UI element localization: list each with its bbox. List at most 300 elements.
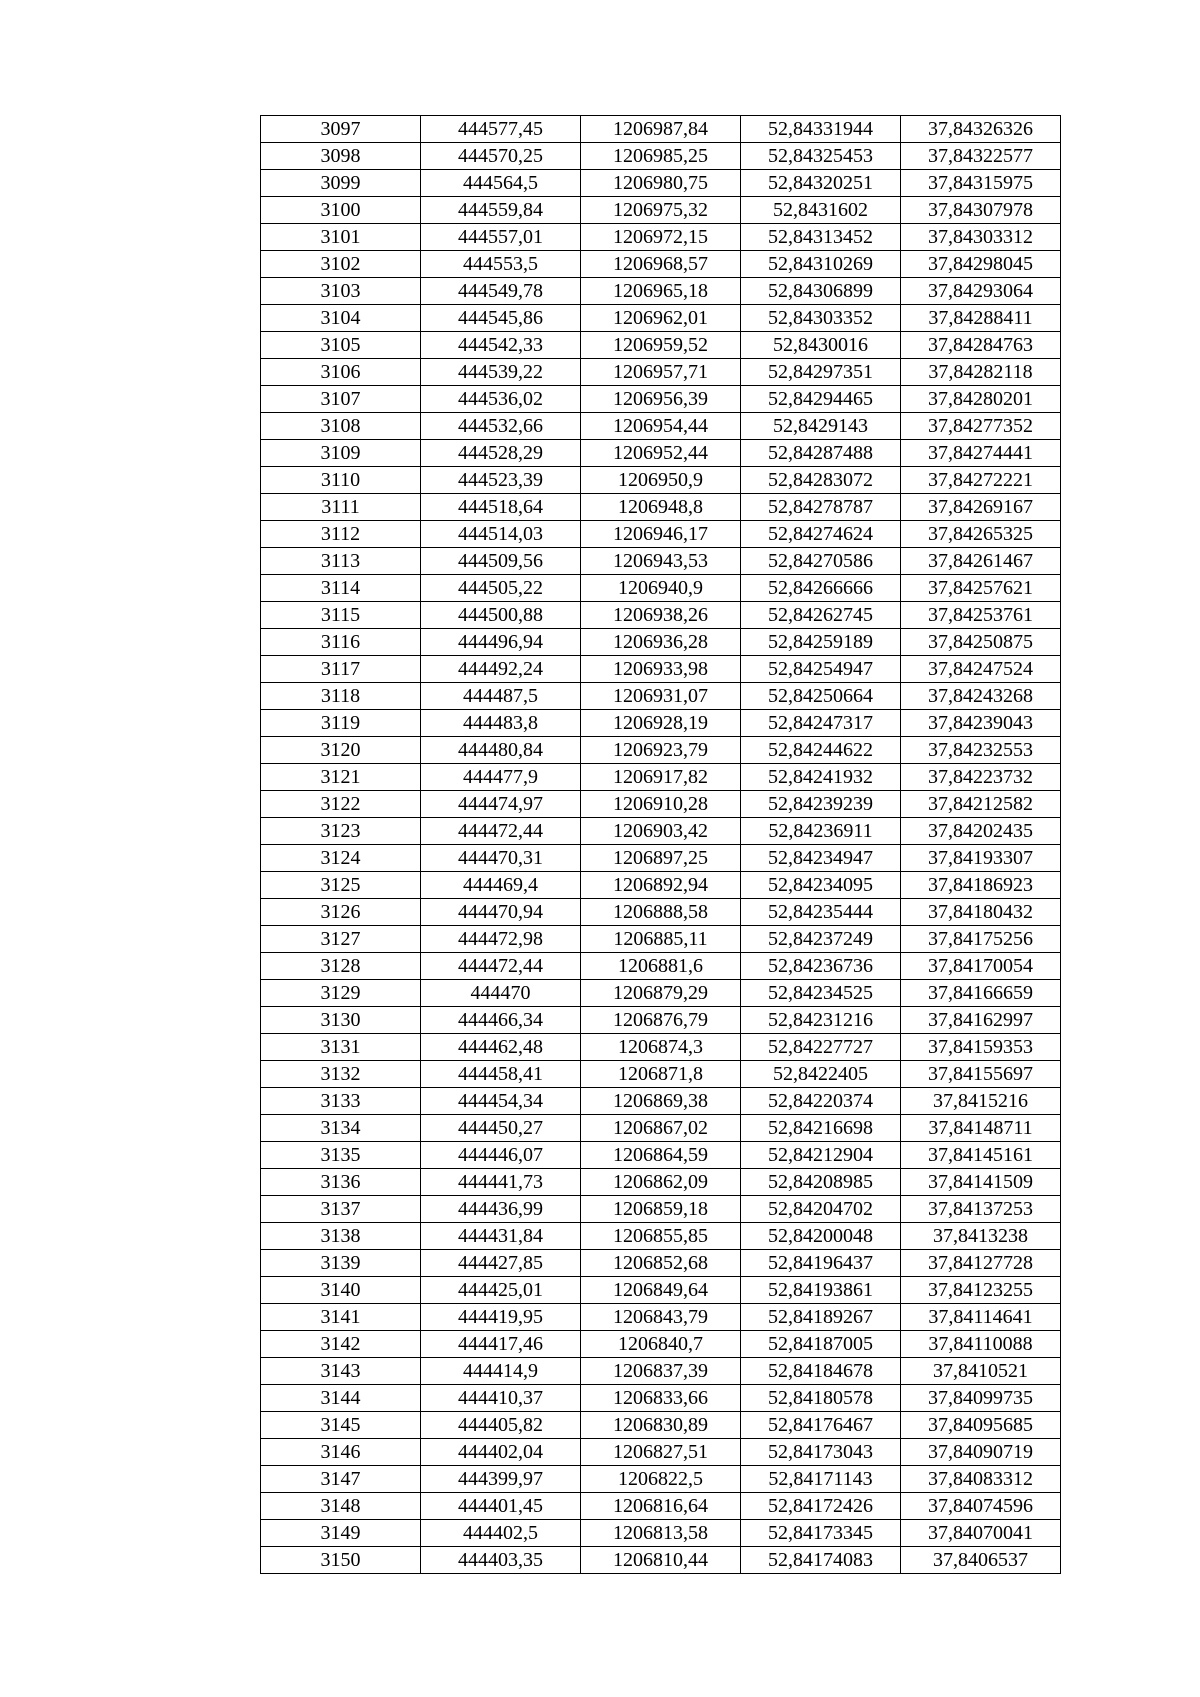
y-coordinate-cell: 1206962,01 (581, 305, 741, 332)
x-coordinate-cell: 444492,24 (421, 656, 581, 683)
table-row (261, 1385, 1061, 1412)
y-coordinate-cell: 1206869,38 (581, 1088, 741, 1115)
latitude-cell: 52,8429143 (741, 413, 901, 440)
latitude-cell: 52,84236911 (741, 818, 901, 845)
latitude-cell: 52,84174083 (741, 1547, 901, 1574)
longitude-cell: 37,84127728 (901, 1250, 1061, 1277)
y-coordinate-cell: 1206972,15 (581, 224, 741, 251)
latitude-cell: 52,84254947 (741, 656, 901, 683)
x-coordinate-cell: 444472,44 (421, 818, 581, 845)
latitude-cell: 52,84331944 (741, 116, 901, 143)
y-coordinate-cell: 1206923,79 (581, 737, 741, 764)
latitude-cell: 52,84180578 (741, 1385, 901, 1412)
longitude-cell: 37,84083312 (901, 1466, 1061, 1493)
table-row (261, 1142, 1061, 1169)
table-row (261, 818, 1061, 845)
longitude-cell: 37,84247524 (901, 656, 1061, 683)
x-coordinate-cell: 444462,48 (421, 1034, 581, 1061)
y-coordinate-cell: 1206928,19 (581, 710, 741, 737)
table-row (261, 1358, 1061, 1385)
y-coordinate-cell: 1206946,17 (581, 521, 741, 548)
table-row (261, 1034, 1061, 1061)
longitude-cell: 37,84284763 (901, 332, 1061, 359)
y-coordinate-cell: 1206903,42 (581, 818, 741, 845)
latitude-cell: 52,8431602 (741, 197, 901, 224)
table-row (261, 1331, 1061, 1358)
latitude-cell: 52,84278787 (741, 494, 901, 521)
table-row (261, 1007, 1061, 1034)
longitude-cell: 37,84170054 (901, 953, 1061, 980)
x-coordinate-cell: 444505,22 (421, 575, 581, 602)
table-row (261, 251, 1061, 278)
y-coordinate-cell: 1206874,3 (581, 1034, 741, 1061)
point-number-cell: 3104 (261, 305, 421, 332)
y-coordinate-cell: 1206940,9 (581, 575, 741, 602)
table-row (261, 494, 1061, 521)
x-coordinate-cell: 444458,41 (421, 1061, 581, 1088)
y-coordinate-cell: 1206956,39 (581, 386, 741, 413)
x-coordinate-cell: 444414,9 (421, 1358, 581, 1385)
x-coordinate-cell: 444553,5 (421, 251, 581, 278)
longitude-cell: 37,84243268 (901, 683, 1061, 710)
x-coordinate-cell: 444425,01 (421, 1277, 581, 1304)
longitude-cell: 37,84155697 (901, 1061, 1061, 1088)
y-coordinate-cell: 1206859,18 (581, 1196, 741, 1223)
point-number-cell: 3100 (261, 197, 421, 224)
y-coordinate-cell: 1206849,64 (581, 1277, 741, 1304)
y-coordinate-cell: 1206888,58 (581, 899, 741, 926)
longitude-cell: 37,84261467 (901, 548, 1061, 575)
x-coordinate-cell: 444523,39 (421, 467, 581, 494)
point-number-cell: 3120 (261, 737, 421, 764)
x-coordinate-cell: 444436,99 (421, 1196, 581, 1223)
latitude-cell: 52,84234095 (741, 872, 901, 899)
point-number-cell: 3141 (261, 1304, 421, 1331)
x-coordinate-cell: 444441,73 (421, 1169, 581, 1196)
longitude-cell: 37,84148711 (901, 1115, 1061, 1142)
y-coordinate-cell: 1206840,7 (581, 1331, 741, 1358)
longitude-cell: 37,8406537 (901, 1547, 1061, 1574)
x-coordinate-cell: 444472,98 (421, 926, 581, 953)
latitude-cell: 52,84239239 (741, 791, 901, 818)
x-coordinate-cell: 444532,66 (421, 413, 581, 440)
point-number-cell: 3118 (261, 683, 421, 710)
y-coordinate-cell: 1206980,75 (581, 170, 741, 197)
table-row (261, 1250, 1061, 1277)
x-coordinate-cell: 444470,94 (421, 899, 581, 926)
latitude-cell: 52,84189267 (741, 1304, 901, 1331)
latitude-cell: 52,84184678 (741, 1358, 901, 1385)
y-coordinate-cell: 1206843,79 (581, 1304, 741, 1331)
y-coordinate-cell: 1206936,28 (581, 629, 741, 656)
table-row (261, 575, 1061, 602)
point-number-cell: 3103 (261, 278, 421, 305)
latitude-cell: 52,84234525 (741, 980, 901, 1007)
latitude-cell: 52,84231216 (741, 1007, 901, 1034)
latitude-cell: 52,84294465 (741, 386, 901, 413)
point-number-cell: 3121 (261, 764, 421, 791)
table-row (261, 629, 1061, 656)
x-coordinate-cell: 444539,22 (421, 359, 581, 386)
latitude-cell: 52,84176467 (741, 1412, 901, 1439)
table-row (261, 197, 1061, 224)
longitude-cell: 37,8410521 (901, 1358, 1061, 1385)
latitude-cell: 52,84297351 (741, 359, 901, 386)
x-coordinate-cell: 444427,85 (421, 1250, 581, 1277)
latitude-cell: 52,84259189 (741, 629, 901, 656)
point-number-cell: 3137 (261, 1196, 421, 1223)
point-number-cell: 3115 (261, 602, 421, 629)
latitude-cell: 52,84187005 (741, 1331, 901, 1358)
y-coordinate-cell: 1206827,51 (581, 1439, 741, 1466)
point-number-cell: 3147 (261, 1466, 421, 1493)
point-number-cell: 3132 (261, 1061, 421, 1088)
latitude-cell: 52,84172426 (741, 1493, 901, 1520)
table-row (261, 1061, 1061, 1088)
table-row (261, 926, 1061, 953)
x-coordinate-cell: 444528,29 (421, 440, 581, 467)
longitude-cell: 37,84303312 (901, 224, 1061, 251)
table-row (261, 521, 1061, 548)
y-coordinate-cell: 1206957,71 (581, 359, 741, 386)
longitude-cell: 37,84307978 (901, 197, 1061, 224)
longitude-cell: 37,84202435 (901, 818, 1061, 845)
x-coordinate-cell: 444454,34 (421, 1088, 581, 1115)
table-row (261, 899, 1061, 926)
table-row (261, 440, 1061, 467)
longitude-cell: 37,84074596 (901, 1493, 1061, 1520)
point-number-cell: 3144 (261, 1385, 421, 1412)
coordinates-table (260, 115, 1061, 1574)
y-coordinate-cell: 1206917,82 (581, 764, 741, 791)
longitude-cell: 37,84114641 (901, 1304, 1061, 1331)
point-number-cell: 3148 (261, 1493, 421, 1520)
x-coordinate-cell: 444474,97 (421, 791, 581, 818)
latitude-cell: 52,84262745 (741, 602, 901, 629)
latitude-cell: 52,84173043 (741, 1439, 901, 1466)
table-row (261, 359, 1061, 386)
latitude-cell: 52,8422405 (741, 1061, 901, 1088)
y-coordinate-cell: 1206959,52 (581, 332, 741, 359)
longitude-cell: 37,84159353 (901, 1034, 1061, 1061)
latitude-cell: 52,84274624 (741, 521, 901, 548)
point-number-cell: 3134 (261, 1115, 421, 1142)
x-coordinate-cell: 444577,45 (421, 116, 581, 143)
table-row (261, 1412, 1061, 1439)
longitude-cell: 37,84166659 (901, 980, 1061, 1007)
latitude-cell: 52,84171143 (741, 1466, 901, 1493)
latitude-cell: 52,84237249 (741, 926, 901, 953)
y-coordinate-cell: 1206885,11 (581, 926, 741, 953)
table-row (261, 170, 1061, 197)
table-row (261, 764, 1061, 791)
point-number-cell: 3124 (261, 845, 421, 872)
x-coordinate-cell: 444446,07 (421, 1142, 581, 1169)
latitude-cell: 52,84303352 (741, 305, 901, 332)
longitude-cell: 37,84110088 (901, 1331, 1061, 1358)
x-coordinate-cell: 444559,84 (421, 197, 581, 224)
longitude-cell: 37,84162997 (901, 1007, 1061, 1034)
y-coordinate-cell: 1206813,58 (581, 1520, 741, 1547)
x-coordinate-cell: 444450,27 (421, 1115, 581, 1142)
x-coordinate-cell: 444514,03 (421, 521, 581, 548)
y-coordinate-cell: 1206968,57 (581, 251, 741, 278)
longitude-cell: 37,84141509 (901, 1169, 1061, 1196)
point-number-cell: 3111 (261, 494, 421, 521)
y-coordinate-cell: 1206837,39 (581, 1358, 741, 1385)
y-coordinate-cell: 1206975,32 (581, 197, 741, 224)
table-row (261, 872, 1061, 899)
point-number-cell: 3131 (261, 1034, 421, 1061)
y-coordinate-cell: 1206879,29 (581, 980, 741, 1007)
longitude-cell: 37,84099735 (901, 1385, 1061, 1412)
y-coordinate-cell: 1206987,84 (581, 116, 741, 143)
point-number-cell: 3110 (261, 467, 421, 494)
table-row (261, 1115, 1061, 1142)
point-number-cell: 3114 (261, 575, 421, 602)
y-coordinate-cell: 1206871,8 (581, 1061, 741, 1088)
longitude-cell: 37,84232553 (901, 737, 1061, 764)
table-row (261, 656, 1061, 683)
point-number-cell: 3150 (261, 1547, 421, 1574)
point-number-cell: 3123 (261, 818, 421, 845)
point-number-cell: 3146 (261, 1439, 421, 1466)
point-number-cell: 3139 (261, 1250, 421, 1277)
latitude-cell: 52,84306899 (741, 278, 901, 305)
latitude-cell: 52,84244622 (741, 737, 901, 764)
longitude-cell: 37,84095685 (901, 1412, 1061, 1439)
y-coordinate-cell: 1206881,6 (581, 953, 741, 980)
table-row (261, 1196, 1061, 1223)
point-number-cell: 3113 (261, 548, 421, 575)
table-row (261, 1439, 1061, 1466)
table-row (261, 278, 1061, 305)
point-number-cell: 3106 (261, 359, 421, 386)
longitude-cell: 37,84257621 (901, 575, 1061, 602)
longitude-cell: 37,84265325 (901, 521, 1061, 548)
longitude-cell: 37,84186923 (901, 872, 1061, 899)
y-coordinate-cell: 1206862,09 (581, 1169, 741, 1196)
x-coordinate-cell: 444549,78 (421, 278, 581, 305)
latitude-cell: 52,84320251 (741, 170, 901, 197)
latitude-cell: 52,84212904 (741, 1142, 901, 1169)
longitude-cell: 37,84250875 (901, 629, 1061, 656)
latitude-cell: 52,84216698 (741, 1115, 901, 1142)
longitude-cell: 37,84253761 (901, 602, 1061, 629)
longitude-cell: 37,84298045 (901, 251, 1061, 278)
x-coordinate-cell: 444431,84 (421, 1223, 581, 1250)
point-number-cell: 3142 (261, 1331, 421, 1358)
coordinates-table-body (261, 116, 1061, 1574)
latitude-cell: 52,84313452 (741, 224, 901, 251)
point-number-cell: 3128 (261, 953, 421, 980)
longitude-cell: 37,84277352 (901, 413, 1061, 440)
y-coordinate-cell: 1206954,44 (581, 413, 741, 440)
longitude-cell: 37,84175256 (901, 926, 1061, 953)
longitude-cell: 37,84090719 (901, 1439, 1061, 1466)
longitude-cell: 37,84193307 (901, 845, 1061, 872)
point-number-cell: 3130 (261, 1007, 421, 1034)
point-number-cell: 3129 (261, 980, 421, 1007)
x-coordinate-cell: 444402,04 (421, 1439, 581, 1466)
point-number-cell: 3097 (261, 116, 421, 143)
table-row (261, 332, 1061, 359)
point-number-cell: 3149 (261, 1520, 421, 1547)
longitude-cell: 37,84223732 (901, 764, 1061, 791)
table-row (261, 845, 1061, 872)
y-coordinate-cell: 1206950,9 (581, 467, 741, 494)
latitude-cell: 52,84325453 (741, 143, 901, 170)
y-coordinate-cell: 1206938,26 (581, 602, 741, 629)
latitude-cell: 52,84200048 (741, 1223, 901, 1250)
y-coordinate-cell: 1206867,02 (581, 1115, 741, 1142)
latitude-cell: 52,84204702 (741, 1196, 901, 1223)
longitude-cell: 37,84239043 (901, 710, 1061, 737)
point-number-cell: 3109 (261, 440, 421, 467)
latitude-cell: 52,84196437 (741, 1250, 901, 1277)
latitude-cell: 52,84234947 (741, 845, 901, 872)
latitude-cell: 52,84247317 (741, 710, 901, 737)
x-coordinate-cell: 444405,82 (421, 1412, 581, 1439)
longitude-cell: 37,84212582 (901, 791, 1061, 818)
y-coordinate-cell: 1206864,59 (581, 1142, 741, 1169)
latitude-cell: 52,84208985 (741, 1169, 901, 1196)
longitude-cell: 37,84137253 (901, 1196, 1061, 1223)
latitude-cell: 52,84270586 (741, 548, 901, 575)
table-row (261, 143, 1061, 170)
point-number-cell: 3127 (261, 926, 421, 953)
longitude-cell: 37,84145161 (901, 1142, 1061, 1169)
longitude-cell: 37,84293064 (901, 278, 1061, 305)
table-row (261, 953, 1061, 980)
latitude-cell: 52,84287488 (741, 440, 901, 467)
table-row (261, 467, 1061, 494)
x-coordinate-cell: 444402,5 (421, 1520, 581, 1547)
point-number-cell: 3140 (261, 1277, 421, 1304)
table-row (261, 1547, 1061, 1574)
x-coordinate-cell: 444470,31 (421, 845, 581, 872)
y-coordinate-cell: 1206810,44 (581, 1547, 741, 1574)
x-coordinate-cell: 444518,64 (421, 494, 581, 521)
y-coordinate-cell: 1206985,25 (581, 143, 741, 170)
x-coordinate-cell: 444483,8 (421, 710, 581, 737)
x-coordinate-cell: 444401,45 (421, 1493, 581, 1520)
y-coordinate-cell: 1206852,68 (581, 1250, 741, 1277)
longitude-cell: 37,84280201 (901, 386, 1061, 413)
point-number-cell: 3112 (261, 521, 421, 548)
longitude-cell: 37,84070041 (901, 1520, 1061, 1547)
x-coordinate-cell: 444419,95 (421, 1304, 581, 1331)
point-number-cell: 3135 (261, 1142, 421, 1169)
latitude-cell: 52,84227727 (741, 1034, 901, 1061)
y-coordinate-cell: 1206948,8 (581, 494, 741, 521)
table-row (261, 1493, 1061, 1520)
latitude-cell: 52,84241932 (741, 764, 901, 791)
x-coordinate-cell: 444487,5 (421, 683, 581, 710)
y-coordinate-cell: 1206855,85 (581, 1223, 741, 1250)
table-row (261, 1169, 1061, 1196)
table-row (261, 1466, 1061, 1493)
point-number-cell: 3126 (261, 899, 421, 926)
point-number-cell: 3117 (261, 656, 421, 683)
point-number-cell: 3138 (261, 1223, 421, 1250)
table-row (261, 683, 1061, 710)
point-number-cell: 3101 (261, 224, 421, 251)
table-row (261, 548, 1061, 575)
point-number-cell: 3105 (261, 332, 421, 359)
longitude-cell: 37,84326326 (901, 116, 1061, 143)
table-row (261, 1520, 1061, 1547)
latitude-cell: 52,84173345 (741, 1520, 901, 1547)
longitude-cell: 37,84272221 (901, 467, 1061, 494)
point-number-cell: 3136 (261, 1169, 421, 1196)
table-row (261, 980, 1061, 1007)
longitude-cell: 37,84282118 (901, 359, 1061, 386)
point-number-cell: 3122 (261, 791, 421, 818)
latitude-cell: 52,8430016 (741, 332, 901, 359)
latitude-cell: 52,84235444 (741, 899, 901, 926)
x-coordinate-cell: 444570,25 (421, 143, 581, 170)
x-coordinate-cell: 444496,94 (421, 629, 581, 656)
y-coordinate-cell: 1206931,07 (581, 683, 741, 710)
y-coordinate-cell: 1206897,25 (581, 845, 741, 872)
point-number-cell: 3098 (261, 143, 421, 170)
latitude-cell: 52,84193861 (741, 1277, 901, 1304)
longitude-cell: 37,84180432 (901, 899, 1061, 926)
x-coordinate-cell: 444470 (421, 980, 581, 1007)
longitude-cell: 37,84274441 (901, 440, 1061, 467)
y-coordinate-cell: 1206833,66 (581, 1385, 741, 1412)
x-coordinate-cell: 444399,97 (421, 1466, 581, 1493)
y-coordinate-cell: 1206892,94 (581, 872, 741, 899)
table-row (261, 791, 1061, 818)
point-number-cell: 3099 (261, 170, 421, 197)
x-coordinate-cell: 444469,4 (421, 872, 581, 899)
y-coordinate-cell: 1206822,5 (581, 1466, 741, 1493)
x-coordinate-cell: 444564,5 (421, 170, 581, 197)
x-coordinate-cell: 444509,56 (421, 548, 581, 575)
longitude-cell: 37,84269167 (901, 494, 1061, 521)
table-row (261, 1088, 1061, 1115)
y-coordinate-cell: 1206816,64 (581, 1493, 741, 1520)
latitude-cell: 52,84236736 (741, 953, 901, 980)
table-row (261, 386, 1061, 413)
x-coordinate-cell: 444545,86 (421, 305, 581, 332)
y-coordinate-cell: 1206952,44 (581, 440, 741, 467)
table-row (261, 1304, 1061, 1331)
x-coordinate-cell: 444410,37 (421, 1385, 581, 1412)
y-coordinate-cell: 1206830,89 (581, 1412, 741, 1439)
point-number-cell: 3125 (261, 872, 421, 899)
point-number-cell: 3119 (261, 710, 421, 737)
longitude-cell: 37,84123255 (901, 1277, 1061, 1304)
table-row (261, 710, 1061, 737)
table-row (261, 116, 1061, 143)
table-row (261, 1223, 1061, 1250)
longitude-cell: 37,84315975 (901, 170, 1061, 197)
table-row (261, 224, 1061, 251)
point-number-cell: 3116 (261, 629, 421, 656)
latitude-cell: 52,84310269 (741, 251, 901, 278)
longitude-cell: 37,8415216 (901, 1088, 1061, 1115)
x-coordinate-cell: 444472,44 (421, 953, 581, 980)
y-coordinate-cell: 1206910,28 (581, 791, 741, 818)
x-coordinate-cell: 444466,34 (421, 1007, 581, 1034)
x-coordinate-cell: 444542,33 (421, 332, 581, 359)
longitude-cell: 37,84322577 (901, 143, 1061, 170)
y-coordinate-cell: 1206933,98 (581, 656, 741, 683)
x-coordinate-cell: 444500,88 (421, 602, 581, 629)
